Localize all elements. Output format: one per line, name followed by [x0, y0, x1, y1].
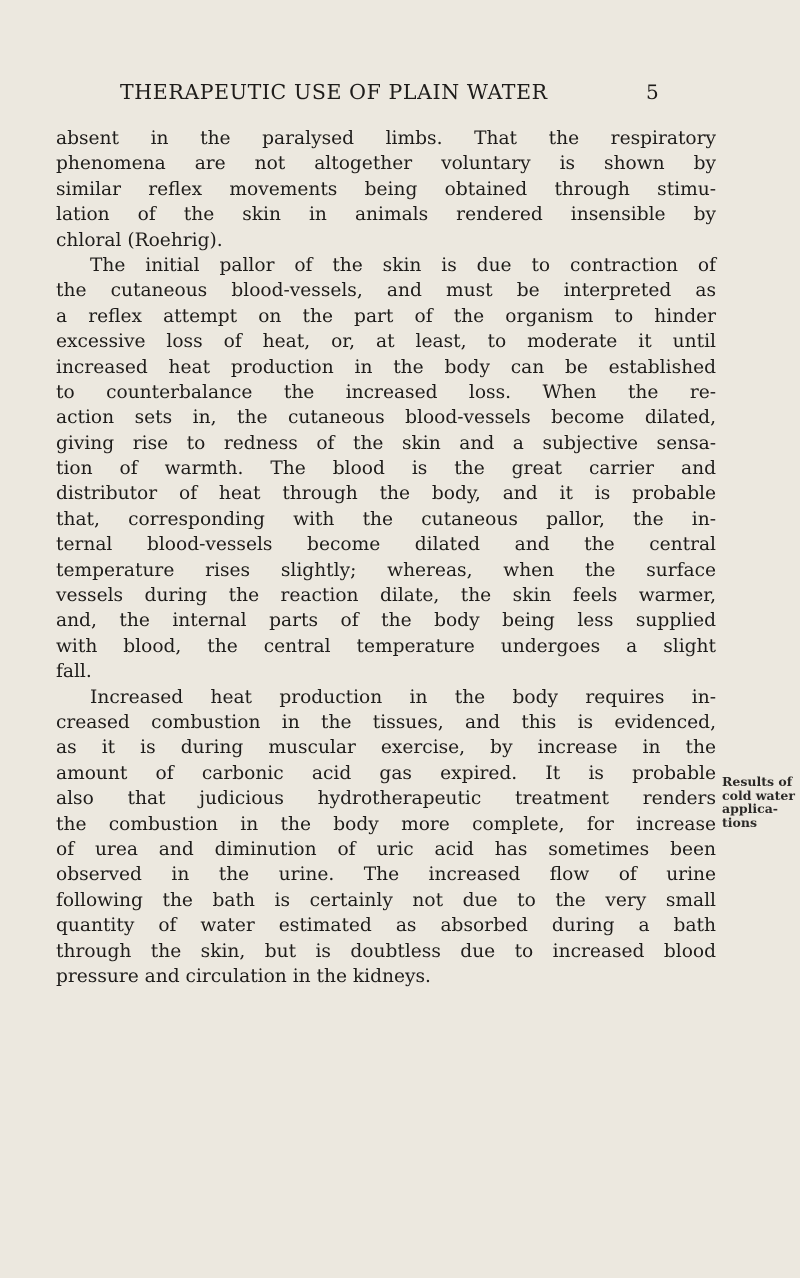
text-line: also that judicious hydrotherapeutic treatment renders — [56, 788, 716, 810]
text-line: observed in the urine. The increased flow of urine — [56, 864, 716, 886]
text-line: increased heat production in the body can be established — [56, 356, 716, 378]
page-number: 5 — [646, 80, 659, 104]
text-line: to counterbalance the increased loss. When the re- — [56, 381, 716, 403]
marginal-note-line: Results of — [722, 774, 793, 789]
text-line: the combustion in the body more complete, for increase — [56, 813, 716, 835]
text-line: the cutaneous blood-vessels, and must be interpreted as — [56, 280, 716, 302]
text-line: as it is during muscular exercise, by increase in the — [56, 737, 716, 759]
text-line: similar reflex movements being obtained through stimu- — [56, 178, 716, 200]
text-line: following the bath is certainly not due to the very small — [56, 889, 716, 911]
body-text — [56, 126, 716, 989]
text-line: pressure and circulation in the kidneys. — [56, 965, 431, 987]
marginal-note-line: cold water — [722, 787, 795, 803]
page-header — [0, 80, 800, 114]
text-line: distributor of heat through the body, and it is probable — [56, 483, 716, 505]
text-line: absent in the paralysed limbs. That the respiratory — [56, 128, 716, 149]
text-line: of urea and diminution of uric acid has sometimes been — [56, 838, 716, 860]
text-line: quantity of water estimated as absorbed during a bath — [56, 915, 716, 937]
text-line: action sets in, the cutaneous blood-vessels become dilated, — [56, 407, 716, 429]
marginal-note — [722, 775, 798, 829]
text-line: with blood, the central temperature undergoes a slight — [56, 635, 716, 657]
text-line: excessive loss of heat, or, at least, to moderate it until — [56, 331, 716, 353]
text-line: amount of carbonic acid gas expired. It is probable — [56, 762, 716, 784]
text-line: ternal blood-vessels become dilated and the central — [56, 534, 716, 556]
running-title: THERAPEUTIC USE OF PLAIN WATER — [120, 80, 548, 104]
paragraph-start-line: Increased heat production in the body requires in- — [90, 686, 716, 708]
paragraph-start-line: The initial pallor of the skin is due to contraction of — [90, 254, 716, 276]
text-line: fall. — [56, 661, 92, 683]
text-line: temperature rises slightly; whereas, when the surface — [56, 559, 716, 581]
text-line: tion of warmth. The blood is the great carrier and — [56, 458, 716, 480]
text-line: creased combustion in the tissues, and this is evidenced, — [56, 711, 716, 733]
text-line: giving rise to redness of the skin and a subjective sensa- — [56, 432, 716, 454]
text-line: that, corresponding with the cutaneous pallor, the in- — [56, 508, 716, 530]
marginal-note-line: tions — [722, 814, 757, 830]
text-line: lation of the skin in animals rendered insensible by — [56, 204, 716, 226]
text-line: through the skin, but is doubtless due to increased blood — [56, 940, 716, 962]
text-line: chloral (Roehrig). — [56, 229, 223, 251]
marginal-note-line: applica- — [722, 801, 778, 817]
text-line: and, the internal parts of the body being less supplied — [56, 610, 716, 632]
text-line: vessels during the reaction dilate, the skin feels warmer, — [56, 585, 716, 607]
text-line: phenomena are not altogether voluntary is shown by — [56, 153, 716, 175]
text-line: a reflex attempt on the part of the organism to hinder — [56, 305, 716, 327]
